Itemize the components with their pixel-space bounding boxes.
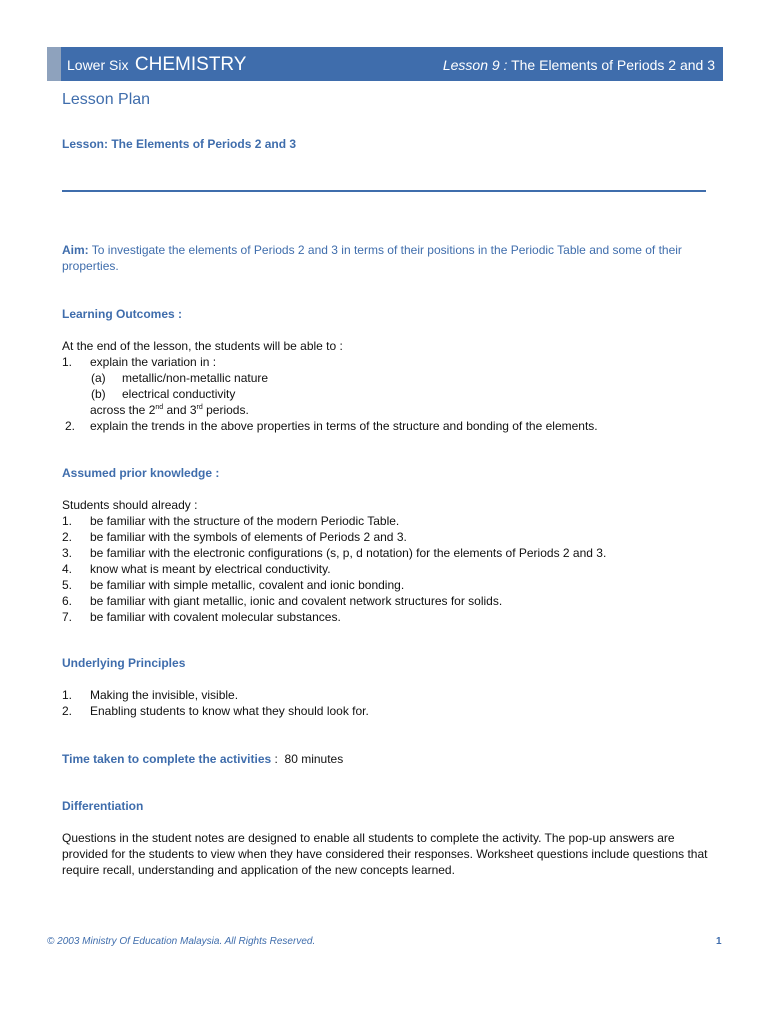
list-text: explain the variation in : — [90, 355, 217, 369]
aim-label: Aim: — [62, 243, 89, 257]
header-bar — [47, 47, 723, 81]
list-item: 5. be familiar with simple metallic, covalent and ionic bonding. — [62, 578, 405, 592]
list-item: 4. know what is meant by electrical conductivity. — [62, 562, 331, 576]
principles-list — [62, 687, 369, 719]
list-item: 2. be familiar with the symbols of elements of Periods 2 and 3. — [62, 530, 407, 544]
learning-outcomes-heading: Learning Outcomes : — [62, 307, 183, 321]
principles-heading: Underlying Principles — [62, 656, 186, 670]
header-lesson — [443, 57, 715, 73]
header-lesson-label: Lesson 9 : — [442, 57, 508, 73]
list-number: 2. — [65, 419, 76, 433]
list-item — [62, 354, 598, 370]
across-periods-line: across the 2nd and 3rd periods. — [90, 403, 249, 417]
prior-knowledge-list — [62, 497, 606, 625]
list-item: 6. be familiar with giant metallic, ionic and covalent network structures for solids. — [62, 594, 503, 608]
list-number: 1. — [62, 355, 73, 369]
header-subject: CHEMISTRY — [134, 54, 247, 75]
differentiation-text: Questions in the student notes are designed to enable all students to complete the activity. The pop-up answers are provided for the students to view when they have considered their responses. Worksheet questions include questions that require recall, understanding and application of the new concepts learned. — [62, 831, 708, 877]
time-separator: : — [271, 752, 285, 766]
aim-text: To investigate the elements of Periods 2 and 3 in terms of their positions in the Periodic Table and some of their properties. — [62, 243, 682, 273]
prior-knowledge-heading: Assumed prior knowledge : — [62, 466, 220, 480]
differentiation-heading: Differentiation — [62, 799, 144, 813]
list-item: 1. Making the invisible, visible. — [62, 688, 239, 702]
learning-outcomes-intro: At the end of the lesson, the students will be able to : — [62, 339, 343, 353]
sub-item-b — [62, 386, 598, 402]
sub-item-a — [62, 370, 598, 386]
learning-outcomes-list — [62, 338, 598, 434]
header-course-title — [67, 54, 246, 76]
time-label: Time taken to complete the activities — [62, 752, 272, 766]
time-value: 80 minutes — [284, 752, 344, 766]
prior-knowledge-intro: Students should already : — [62, 498, 198, 512]
list-item: 1. be familiar with the structure of the modern Periodic Table. — [62, 514, 400, 528]
aim-paragraph — [62, 242, 712, 274]
time-taken-line — [62, 751, 343, 767]
list-item: 2. Enabling students to know what they should look for. — [62, 704, 369, 718]
list-item: 3. be familiar with the electronic configurations (s, p, d notation) for the elements of Periods 2 and 3. — [62, 546, 607, 560]
list-text: explain the trends in the above properties in terms of the structure and bonding of the elements. — [90, 419, 598, 433]
sub-label: (b) — [91, 387, 106, 401]
list-item — [62, 418, 598, 434]
list-item: 7. be familiar with covalent molecular substances. — [62, 610, 341, 624]
page-title: Lesson Plan — [62, 91, 151, 108]
sub-label: (a) — [91, 371, 106, 385]
sub-text: metallic/non-metallic nature — [122, 371, 269, 385]
page-number: 1 — [716, 936, 722, 947]
divider-rule — [62, 190, 706, 192]
footer-copyright: © 2003 Ministry Of Education Malaysia. All Rights Reserved. — [47, 936, 316, 947]
sub-text: electrical conductivity — [122, 387, 236, 401]
header-lesson-title: The Elements of Periods 2 and 3 — [511, 57, 715, 73]
header-course: Lower Six — [67, 57, 129, 73]
lesson-line: Lesson: The Elements of Periods 2 and 3 — [62, 137, 297, 151]
